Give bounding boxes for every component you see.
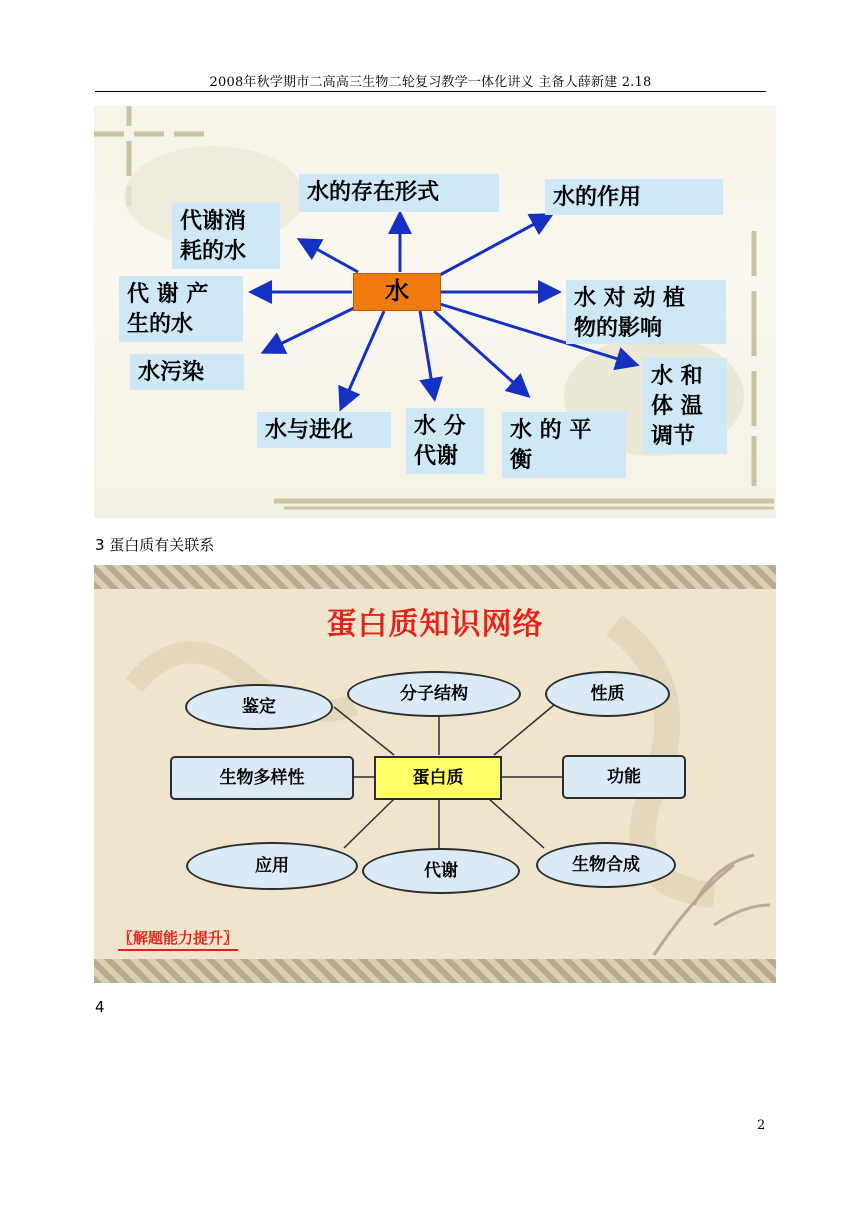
node-water-evolution: 水与进化 [257, 412, 391, 448]
node-biosynthesis: 生物合成 [536, 842, 676, 888]
caption-protein-relations: 3 蛋白质有关联系 [95, 536, 215, 554]
node-water-pollution: 水污染 [130, 354, 244, 390]
node-water-balance: 水 的 平 衡 [502, 412, 626, 478]
page-number: 2 [757, 1118, 766, 1133]
node-application: 应用 [186, 842, 358, 890]
page-header: 2008年秋学期市二高高三生物二轮复习教学一体化讲义 主备人薛新建 2.18 [209, 75, 652, 90]
node-function: 功能 [562, 755, 686, 799]
water-diagram-slide [94, 106, 776, 518]
node-consumed-water: 代谢消 耗的水 [172, 203, 280, 269]
problem-solving-hint: 〖解题能力提升〗 [118, 927, 238, 951]
node-water-function: 水的作用 [545, 179, 723, 215]
node-property: 性质 [545, 671, 670, 717]
header-rule [95, 91, 766, 92]
caption-section-4: 4 [95, 998, 105, 1016]
node-body-temperature: 水 和 体 温 调节 [643, 358, 727, 454]
node-existence-form: 水的存在形式 [299, 174, 499, 212]
protein-title: 蛋白质知识网络 [326, 607, 544, 642]
node-water-secretion: 水 分 代谢 [406, 408, 484, 474]
protein-center-node: 蛋白质 [374, 756, 502, 800]
node-produced-water: 代 谢 产 生的水 [119, 276, 243, 342]
node-identify: 鉴定 [185, 684, 333, 730]
protein-diagram-slide [94, 565, 776, 983]
node-metabolism: 代谢 [362, 848, 520, 894]
node-molecular-structure: 分子结构 [347, 671, 521, 717]
node-biodiversity: 生物多样性 [170, 756, 354, 800]
node-plant-animal-effect: 水 对 动 植 物的影响 [566, 280, 726, 344]
water-center-node: 水 [353, 273, 441, 311]
